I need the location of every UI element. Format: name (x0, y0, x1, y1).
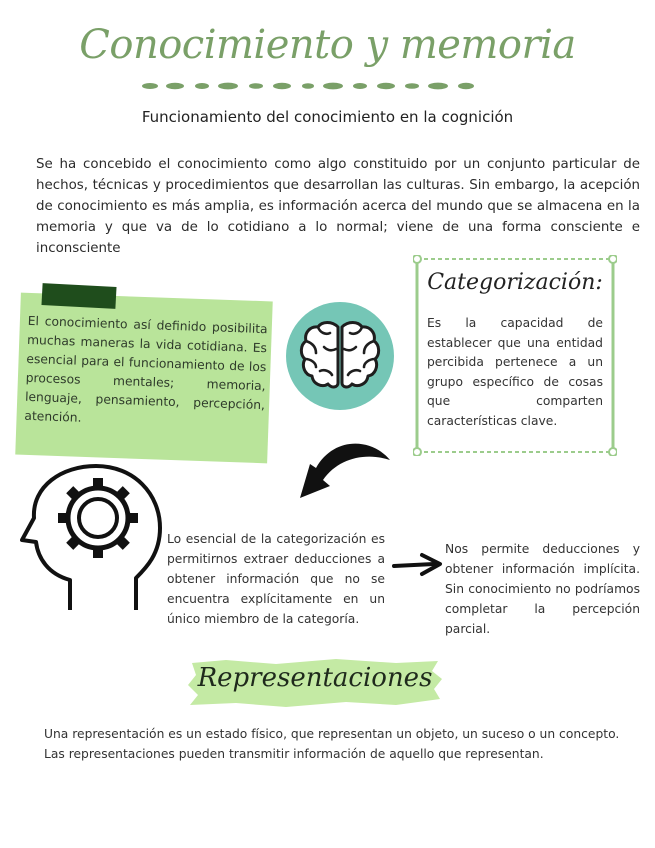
deductions-text: Nos permite deducciones y obtener información implícita. Sin conocimiento no podríamos completar la percepción parcial. (445, 542, 640, 636)
right-arrow-icon (392, 552, 444, 578)
representaciones-text (44, 724, 644, 764)
representaciones-line-2: Las representaciones pueden transmitir información de aquello que representan. (44, 747, 544, 761)
title-underline-dashes (140, 80, 490, 92)
intro-paragraph: Se ha concebido el conocimiento como algo constituido por un conjunto particular de hechos, técnicas y procedimientos que desarrollan las culturas. Sin embargo, la acepción de conocimiento es más amplia, es información acerca del mundo que se almacena en la memoria y que va de lo cotidiano a lo normal; viene de una forma consciente e inconsciente (36, 157, 640, 256)
head-gear-icon (18, 462, 168, 612)
representaciones-line-1: Una representación es un estado físico, que representan un objeto, un suceso o un concepto. (44, 727, 620, 741)
page-subtitle: Funcionamiento del conocimiento en la cognición (141, 108, 514, 126)
sticky-note-tape (41, 283, 116, 309)
categorization-text: Es la capacidad de establecer que una entidad percibida pertenece a un grupo específico de cosas que comparten características clave. (427, 316, 603, 428)
categorization-title: Categorización: (427, 270, 603, 295)
curved-arrow-icon (286, 436, 396, 516)
brain-icon (296, 313, 384, 399)
representaciones-title: Representaciones (197, 663, 433, 693)
categorization-essence-text: Lo esencial de la categorización es permitirnos extraer deducciones a obtener información que no se encuentra explícitamente en un único miembro de la categoría. (167, 532, 385, 626)
page-title: Conocimiento y memoria (79, 22, 576, 68)
sticky-note-text: El conocimiento así definido posibilita muchas maneras la vida cotidiana. Es esencial para el funcionamiento de los procesos mentales; memoria, lenguaje, pensamiento, percepción, atención. (24, 313, 268, 425)
